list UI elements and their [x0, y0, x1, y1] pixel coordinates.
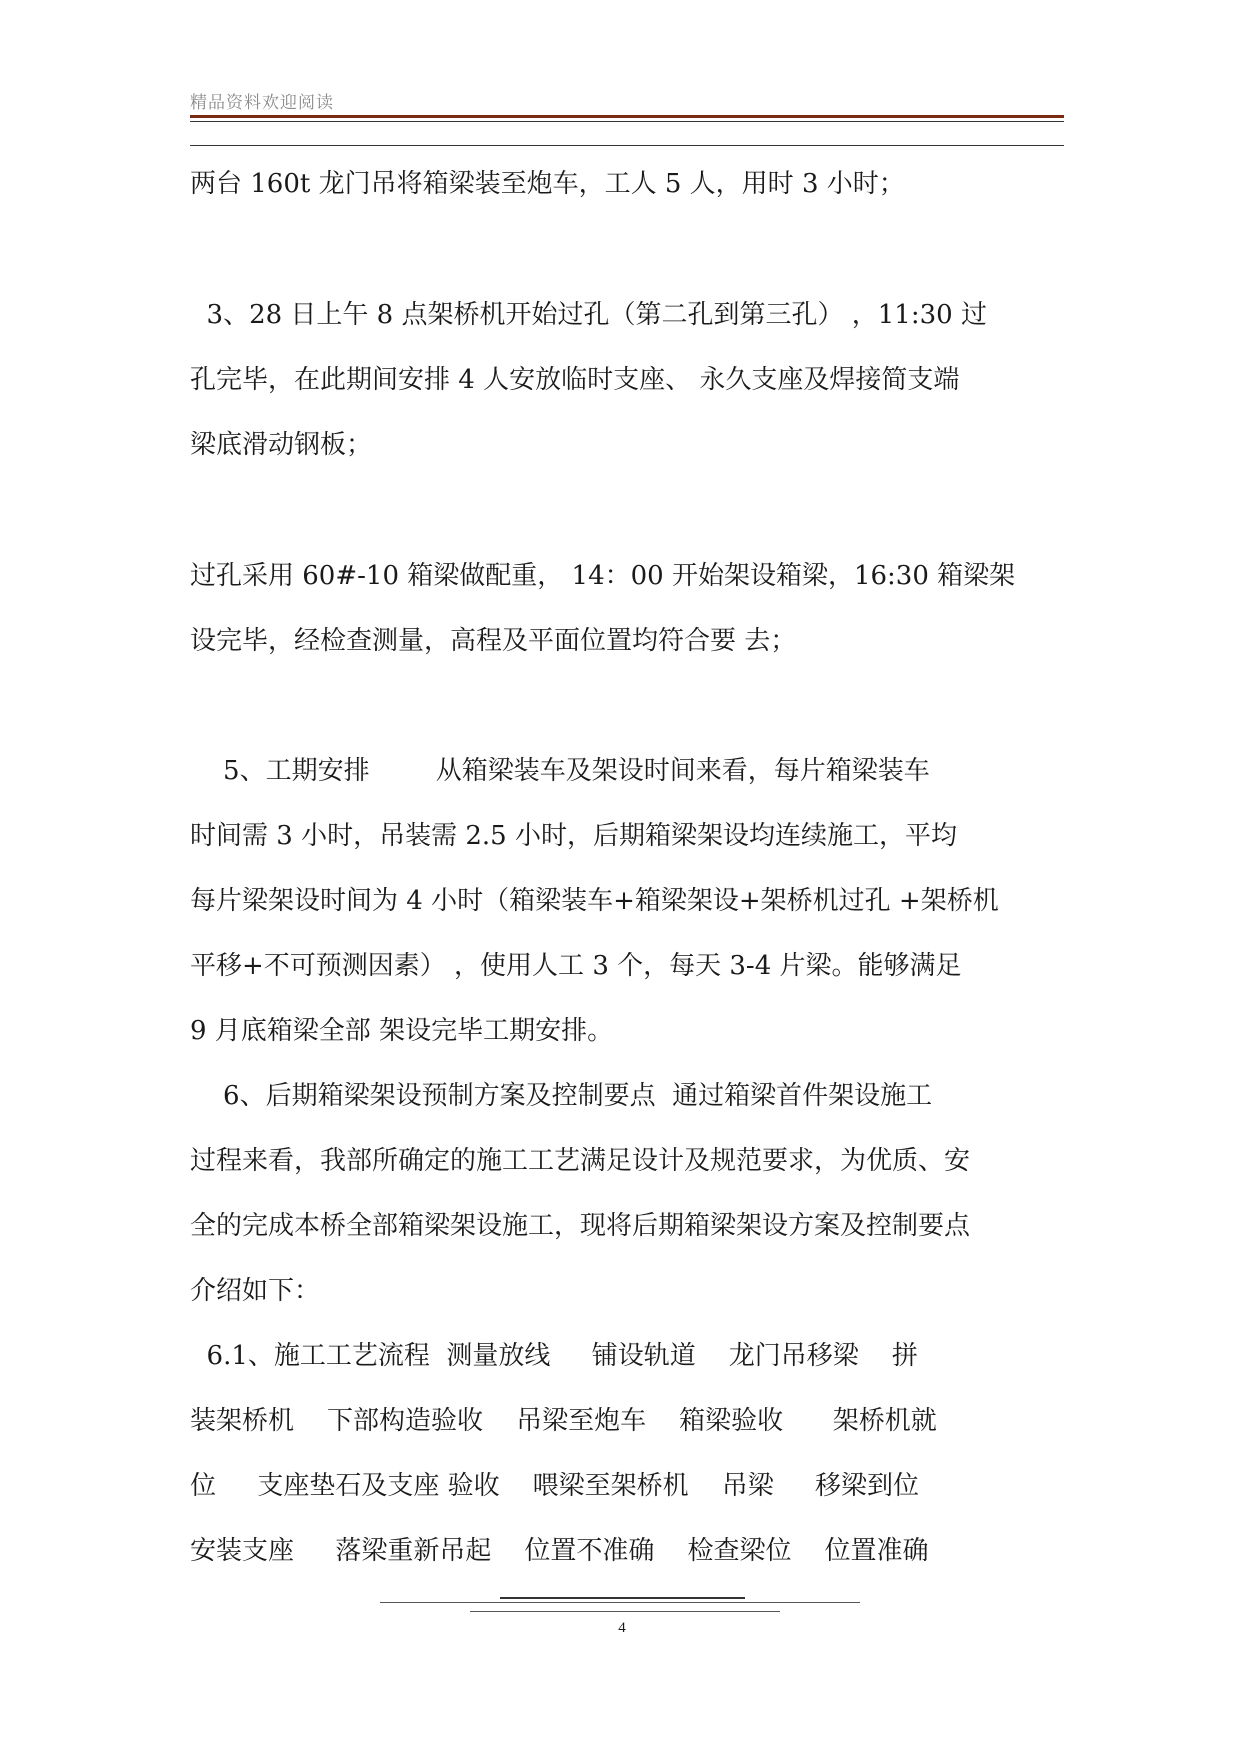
- body-line: 安装支座 落梁重新吊起 位置不准确 检查梁位 位置准确: [190, 1536, 929, 1566]
- header-title: 精品资料欢迎阅读: [190, 93, 334, 113]
- footer-rule-short: [470, 1611, 780, 1612]
- header-rule-thick: [190, 115, 1064, 118]
- body-line: 孔完毕，在此期间安排 4 人安放临时支座、 永久支座及焊接简支端: [190, 365, 960, 395]
- body-line: 全的完成本桥全部箱梁架设施工，现将后期箱梁架设方案及控制要点: [190, 1211, 971, 1241]
- body-line: 时间需 3 小时，吊装需 2.5 小时，后期箱梁架设均连续施工，平均: [190, 821, 957, 851]
- footer-rule: [380, 1602, 860, 1603]
- body-line: 两台 160t 龙门吊将箱梁装至炮车，工人 5 人，用时 3 小时；: [190, 169, 905, 199]
- body-line: 过程来看，我部所确定的施工工艺满足设计及规范要求，为优质、安: [190, 1146, 971, 1176]
- body-line: 9 月底箱梁全部 架设完毕工期安排。: [190, 1016, 614, 1046]
- body-line: 梁底滑动钢板；: [190, 430, 373, 460]
- body-line: 6、后期箱梁架设预制方案及控制要点 通过箱梁首件架设施工: [190, 1081, 933, 1111]
- body-line: 设完毕，经检查测量，高程及平面位置均符合要 去；: [190, 626, 797, 656]
- body-line: 装架桥机 下部构造验收 吊梁至炮车 箱梁验收 架桥机就: [190, 1406, 937, 1436]
- header-rule-thin: [190, 121, 1064, 122]
- footer-dash: [500, 1597, 745, 1599]
- body-line: 5、工期安排 从箱梁装车及架设时间来看，每片箱梁装车: [190, 756, 930, 786]
- body-line: 3、28 日上午 8 点架桥机开始过孔（第二孔到第三孔） ，11:30 过: [190, 300, 987, 330]
- body-line: 位 支座垫石及支座 验收 喂梁至架桥机 吊梁 移梁到位: [190, 1471, 920, 1501]
- header-rule-lower: [190, 145, 1064, 146]
- body-line: 6.1、施工工艺流程 测量放线 铺设轨道 龙门吊移梁 拼: [190, 1341, 918, 1371]
- body-line: 介绍如下：: [190, 1276, 321, 1306]
- body-line: 每片梁架设时间为 4 小时（箱梁装车+箱梁架设+架桥机过孔 +架桥机: [190, 886, 999, 916]
- body-line: 过孔采用 60#-10 箱梁做配重， 14：00 开始架设箱梁，16:30 箱梁架: [190, 561, 1016, 591]
- page-number: 4: [618, 1620, 626, 1636]
- body-line: 平移+不可预测因素） ，使用人工 3 个，每天 3-4 片梁。能够满足: [190, 951, 962, 981]
